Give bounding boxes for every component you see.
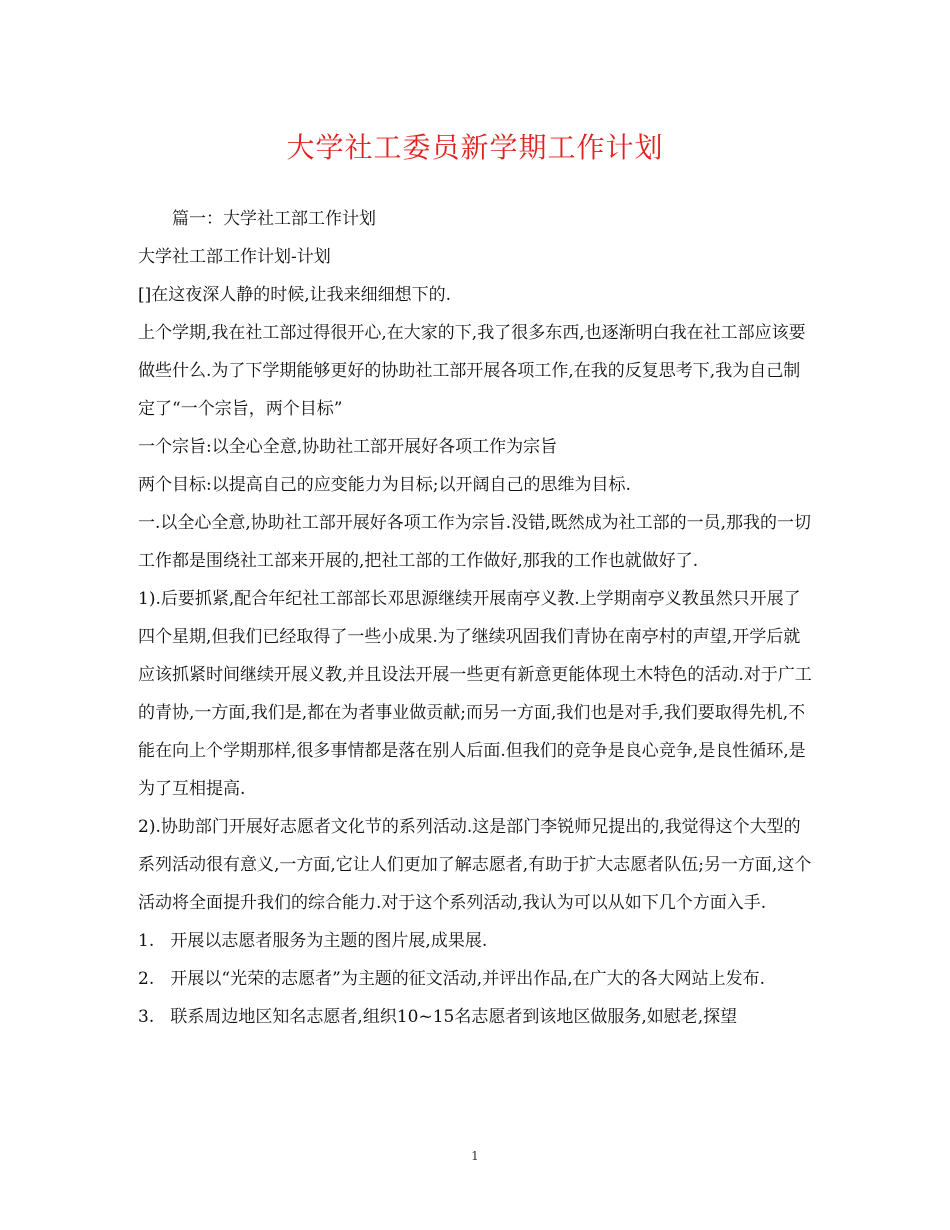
list-item: 3. 联系周边地区知名志愿者,组织10~15名志愿者到该地区做服务,如慰老,探望 — [138, 1007, 738, 1027]
paragraph: 2).协助部门开展好志愿者文化节的系列活动.这是部门李锐师兄提出的,我觉得这个大型的系列活动很有意义,一方面,它让人们更加了解志愿者,有助于扩大志愿者队伍;另一方面,这个活动将全面提升我们的综合能力.对于这个系列活动,我认为可以从如下几个方面入手. — [138, 817, 812, 913]
paragraph: 一.以全心全意,协助社工部开展好各项工作为宗旨.没错,既然成为社工部的一员,那我的一切工作都是围绕社工部来开展的,把社工部的工作做好,那我的工作也就做好了. — [138, 513, 812, 571]
paragraph: 一个宗旨:以全心全意,协助社工部开展好各项工作为宗旨 — [138, 437, 558, 457]
paragraph: 两个目标:以提高自己的应变能力为目标;以开阔自己的思维为目标. — [138, 475, 631, 495]
list-item: 2. 开展以“光荣的志愿者”为主题的征文活动,并评出作品,在广大的各大网站上发布. — [138, 969, 766, 989]
paragraph: 1).后要抓紧,配合年纪社工部部长邓思源继续开展南亭义教.上学期南亭义教虽然只开展了四个星期,但我们已经取得了一些小成果.为了继续巩固我们青协在南亭村的声望,开学后就应该抓紧时间继续开展义教,并且设法开展一些更有新意更能体现土木特色的活动.对于广工的青协,一方面,我们是,都在为者事业做贡献;而另一方面,我们也是对手,我们要取得先机,不能在向上个学期那样,很多事情都是落在别人后面.但我们的竞争是良心竞争,是良性循环,是为了互相提高. — [138, 589, 812, 799]
list-item: 1. 开展以志愿者服务为主题的图片展,成果展. — [138, 931, 488, 951]
document-title: 大学社工委员新学期工作计划 — [286, 131, 664, 164]
paragraph: 上个学期,我在社工部过得很开心,在大家的下,我了很多东西,也逐渐明白我在社工部应该要做些什么.为了下学期能够更好的协助社工部开展各项工作,在我的反复思考下,我为自己制定了“一个宗旨，两个目标” — [138, 323, 806, 419]
section-heading: 篇一：大学社工部工作计划 — [172, 209, 376, 229]
paragraph: []在这夜深人静的时候,让我来细细想下的. — [138, 285, 452, 305]
page-number: 1 — [471, 1149, 479, 1163]
paragraph: 大学社工部工作计划-计划 — [138, 247, 331, 267]
document-body — [138, 200, 814, 1036]
